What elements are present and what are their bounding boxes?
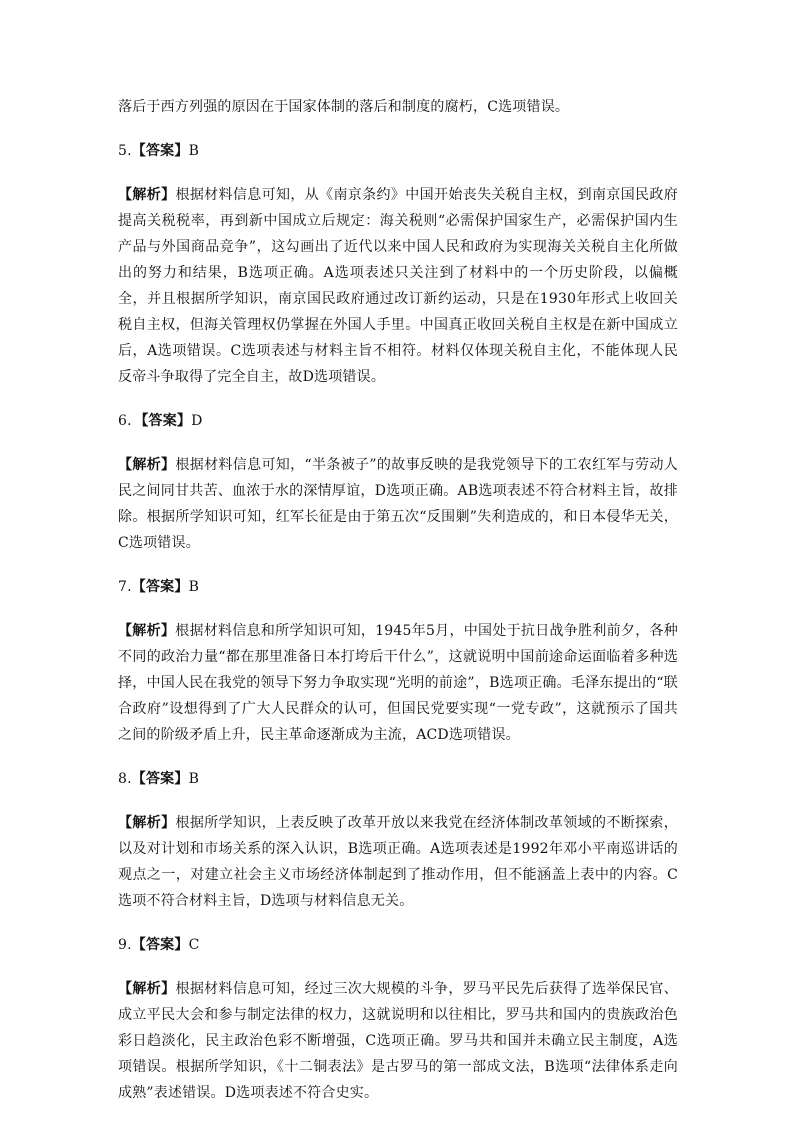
explanation-text: 根据材料信息可知，经过三次大规模的斗争，罗马平民先后获得了选举保民官、成立平民大会和参与制定法律的权力，这就说明和以往相比，罗马共和国内的贵族政治色彩日趋淡化，民主政治色彩不断增强，C选项正确。罗马共和国并未确立民主制度，A选项错误。根据所学知识，《十二铜表法》是古罗马的第一部成文法，B选项“法律体系走向成熟”表述错误。D选项表述不符合史实。 (118, 981, 678, 1101)
answer-item-7 (118, 574, 678, 748)
answer-line (118, 138, 678, 164)
answer-value: B (188, 143, 200, 159)
question-number: 5. (118, 143, 132, 159)
explanation-text: 根据材料信息和所学知识可知，1945年5月，中国处于抗日战争胜利前夕，各种不同的政治力量“都在那里准备日本打垮后干什么”，这就说明中国前途命运面临着多种选择，中国人民在我党的领导下努力争取实现“光明的前途”，B选项正确。毛泽东提出的“联合政府”设想得到了广大人民群众的认可，但国民党要实现“一党专政”，这就预示了国共之间的阶级矛盾上升，民主革命逐渐成为主流，ACD选项错误。 (118, 623, 678, 743)
answer-tag: 【答案】 (131, 143, 189, 159)
answer-value: B (188, 579, 200, 595)
explanation (118, 976, 678, 1106)
answer-tag: 【答案】 (141, 413, 192, 429)
answer-item-8 (118, 766, 678, 914)
question-number: 7. (118, 579, 132, 595)
answer-item-5 (118, 138, 678, 390)
explanation-tag: 【解析】 (118, 815, 176, 831)
explanation-tag: 【解析】 (118, 187, 176, 203)
answer-tag: 【答案】 (131, 771, 189, 787)
explanation (118, 452, 678, 556)
question-number: 9. (118, 937, 132, 953)
answer-tag: 【答案】 (131, 579, 189, 595)
explanation-tag: 【解析】 (118, 457, 176, 473)
answer-tag: 【答案】 (131, 937, 189, 953)
answer-line (118, 932, 678, 958)
question-number: 6． (118, 413, 142, 429)
answer-value: B (188, 771, 200, 787)
explanation-tag: 【解析】 (118, 981, 176, 997)
explanation-tag: 【解析】 (118, 623, 176, 639)
explanation-text: 根据材料信息可知，从《南京条约》中国开始丧失关税自主权，到南京国民政府提高关税税率，再到新中国成立后规定：海关税则“必需保护国家生产，必需保护国内生产品与外国商品竞争”，这勾画出了近代以来中国人民和政府为实现海关关税自主化所做出的努力和结果，B选项正确。A选项表述只关注到了材料中的一个历史阶段，以偏概全，并且根据所学知识，南京国民政府通过改订新约运动，只是在1930年形式上收回关税自主权，但海关管理权仍掌握在外国人手里。中国真正收回关税自主权是在新中国成立后，A选项错误。C选项表述与材料主旨不相符。材料仅体现关税自主化，不能体现人民反帝斗争取得了完全自主，故D选项错误。 (118, 187, 678, 385)
question-number: 8. (118, 771, 132, 787)
explanation (118, 618, 678, 748)
continued-paragraph: 落后于西方列强的原因在于国家体制的落后和制度的腐朽，C选项错误。 (118, 99, 570, 115)
answer-value: C (188, 937, 200, 953)
answer-value: D (191, 413, 203, 429)
explanation (118, 810, 678, 914)
answer-line (118, 574, 678, 600)
document-content (118, 94, 678, 1124)
explanation-text: 根据材料信息可知，“半条被子”的故事反映的是我党领导下的工农红军与劳动人民之间同甘共苦、血浓于水的深情厚谊，D选项正确。AB选项表述不符合材料主旨，故排除。根据所学知识可知，红军长征是由于第五次“反围剿”失利造成的，和日本侵华无关，C选项错误。 (118, 457, 678, 551)
answer-line (118, 766, 678, 792)
explanation-text: 根据所学知识，上表反映了改革开放以来我党在经济体制改革领域的不断探索，以及对计划和市场关系的深入认识，B选项正确。A选项表述是1992年邓小平南巡讲话的观点之一，对建立社会主义市场经济体制起到了推动作用，但不能涵盖上表中的内容。C选项不符合材料主旨，D选项与材料信息无关。 (118, 815, 678, 909)
explanation (118, 182, 678, 390)
answer-item-6 (118, 408, 678, 556)
answer-item-9 (118, 932, 678, 1106)
answer-line (118, 408, 678, 434)
